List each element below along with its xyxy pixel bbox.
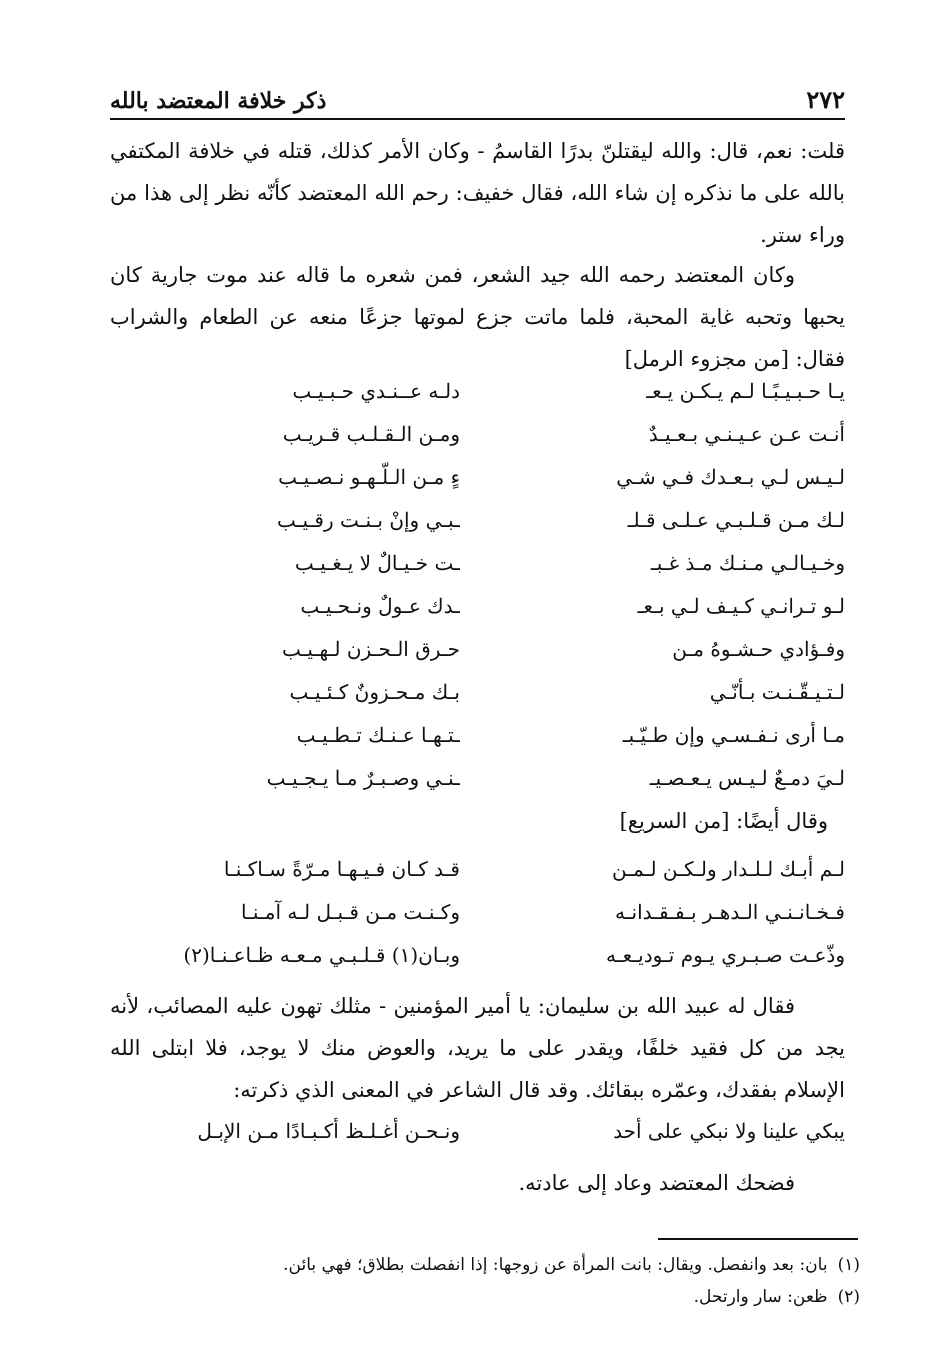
verse-second-hemistich: ونـحـن أغـلـظ أكـبـادًا مـن الإبـل (197, 1119, 460, 1143)
verse-second-hemistich: ـبـي وإنْ بـنـت رقـيـب (277, 508, 460, 532)
footnote-text: ظعن: سار وارتحل. (693, 1287, 828, 1307)
paragraph-4: فضحك المعتضد وعاد إلى عادته. (518, 1171, 795, 1195)
verse-line (110, 891, 845, 933)
verse-line (110, 585, 845, 627)
verse-first-hemistich: يبكي علينا ولا نبكي على أحد (613, 1119, 845, 1143)
verse-first-hemistich: أنـت عـن عـيـنـي بـعـيـدٌ (648, 422, 845, 446)
meter-note: وقال أيضًا: [من السريع] (619, 809, 828, 833)
verse-second-hemistich: ـتـهـا عـنـك تـطـيـب (296, 723, 460, 747)
verse-second-hemistich: ـنـي وصـبـرٌ مـا يـجـيـب (266, 766, 460, 790)
verse-line (110, 714, 845, 756)
verse-second-hemistich: وبـان(١) قـلـبـي مـعـه ظـاعـنـا(٢) (183, 943, 460, 967)
verse-second-hemistich: دلـه عــنـدي حـبـيـب (292, 379, 460, 403)
footnote-number: (١) (837, 1255, 860, 1275)
footnote-rule (658, 1238, 858, 1240)
verse-line (110, 671, 845, 713)
verse-second-hemistich: ومـن الـقـلـب قـريـب (282, 422, 460, 446)
verse-second-hemistich: ءٍ مـن الـلّـهـو نـصـيـب (278, 465, 460, 489)
verse-first-hemistich: لـيـس لـي بـعـدك فـي شـي (616, 465, 845, 489)
running-title: ذكر خلافة المعتضد بالله (110, 88, 327, 114)
verse-first-hemistich: لـو تـرانـي كـيـف لـي بـعـ (637, 594, 845, 618)
verse-line (110, 934, 845, 976)
verse-first-hemistich: مـا أرى نـفـسـي وإن طـيّـبـ (622, 723, 845, 747)
verse-line (110, 499, 845, 541)
verse-line (110, 413, 845, 455)
verse-second-hemistich: ـت خـيـالٌ لا يـغـيـب (294, 551, 460, 575)
verse-first-hemistich: وفـؤادي حـشـوهُ مـن (672, 637, 845, 661)
verse-second-hemistich: حـرق الـحـزن لـهـيـب (281, 637, 460, 661)
footnote-2 (110, 1282, 860, 1312)
verse-line (110, 757, 845, 799)
verse-first-hemistich: فـخـانـنـي الـدهـر بـفـقـدانـه (614, 900, 845, 924)
verse-first-hemistich: لـيَ دمـعٌ لـيـس يـعـصـيـ (649, 766, 845, 790)
verse-second-hemistich: بـك مـحـزونٌ كـئـيـب (289, 680, 460, 704)
verse-first-hemistich: لـم أبـك لـلـدار ولـكـن لـمـن (611, 857, 845, 881)
verse-line (110, 1110, 845, 1152)
header-rule (110, 118, 845, 120)
footnote-1 (110, 1250, 860, 1280)
verse-second-hemistich: ـدك عـولٌ ونـحـيـب (300, 594, 460, 618)
verse-line (110, 456, 845, 498)
verse-line (110, 370, 845, 412)
verse-first-hemistich: لـك مـن قـلـبـي عـلـى قـلـ (627, 508, 845, 532)
verse-first-hemistich: لـتـيـقّـنـت بـأنّـي (709, 680, 845, 704)
verse-first-hemistich: وذّعـت صـبـري يـوم تـوديـعـه (606, 943, 845, 967)
paragraph-1: قلت: نعم، قال: والله ليقتلنّ بدرًا القاسمُ - وكان الأمر كذلك، قتله في خلافة المكتفي بالله على ما نذكره إن شاء الله، فقال خفيف: رحم الله المعتضد كأنّه نظر إلى هذا من وراء ستر. (110, 139, 845, 247)
footnote-text: بان: بعد وانفصل. ويقال: بانت المرأة عن زوجها: إذا انفصلت بطلاق؛ فهي بائن. (283, 1255, 828, 1275)
verse-second-hemistich: قـد كـان فـيـهـا مـرّةً سـاكـنـا (223, 857, 460, 881)
verse-line (110, 628, 845, 670)
verse-first-hemistich: يـا حـبـيـبًـا لـم يـكـن يـعـ (646, 379, 845, 403)
page-number: ٢٧٢ (806, 85, 845, 114)
page-header (110, 78, 845, 114)
footnote-number: (٢) (837, 1287, 860, 1307)
verse-second-hemistich: وكـنـت مـن قـبـل لـه آمـنـا (240, 900, 460, 924)
verse-line (110, 848, 845, 890)
verse-first-hemistich: وخـيـالـي مـنـك مـذ غـبـ (650, 551, 845, 575)
paragraph-3: فقال له عبيد الله بن سليمان: يا أمير المؤمنين - مثلك تهون عليه المصائب، لأنه يجد من كل فقيد خلفًا، ويقدر على ما يريد، والعوض منك لا يوجد، فلا ابتلى الله الإسلام بفقدك، وعمّره ببقائك. وقد قال الشاعر في المعنى الذي ذكرته: (110, 994, 845, 1102)
paragraph-2: وكان المعتضد رحمه الله جيد الشعر، فمن شعره ما قاله عند موت جارية كان يحبها وتحبه غاية المحبة، فلما ماتت جزع لموتها جزعًا منعه عن الطعام والشراب فقال: [من مجزوء الرمل] (110, 263, 845, 371)
verse-line (110, 542, 845, 584)
